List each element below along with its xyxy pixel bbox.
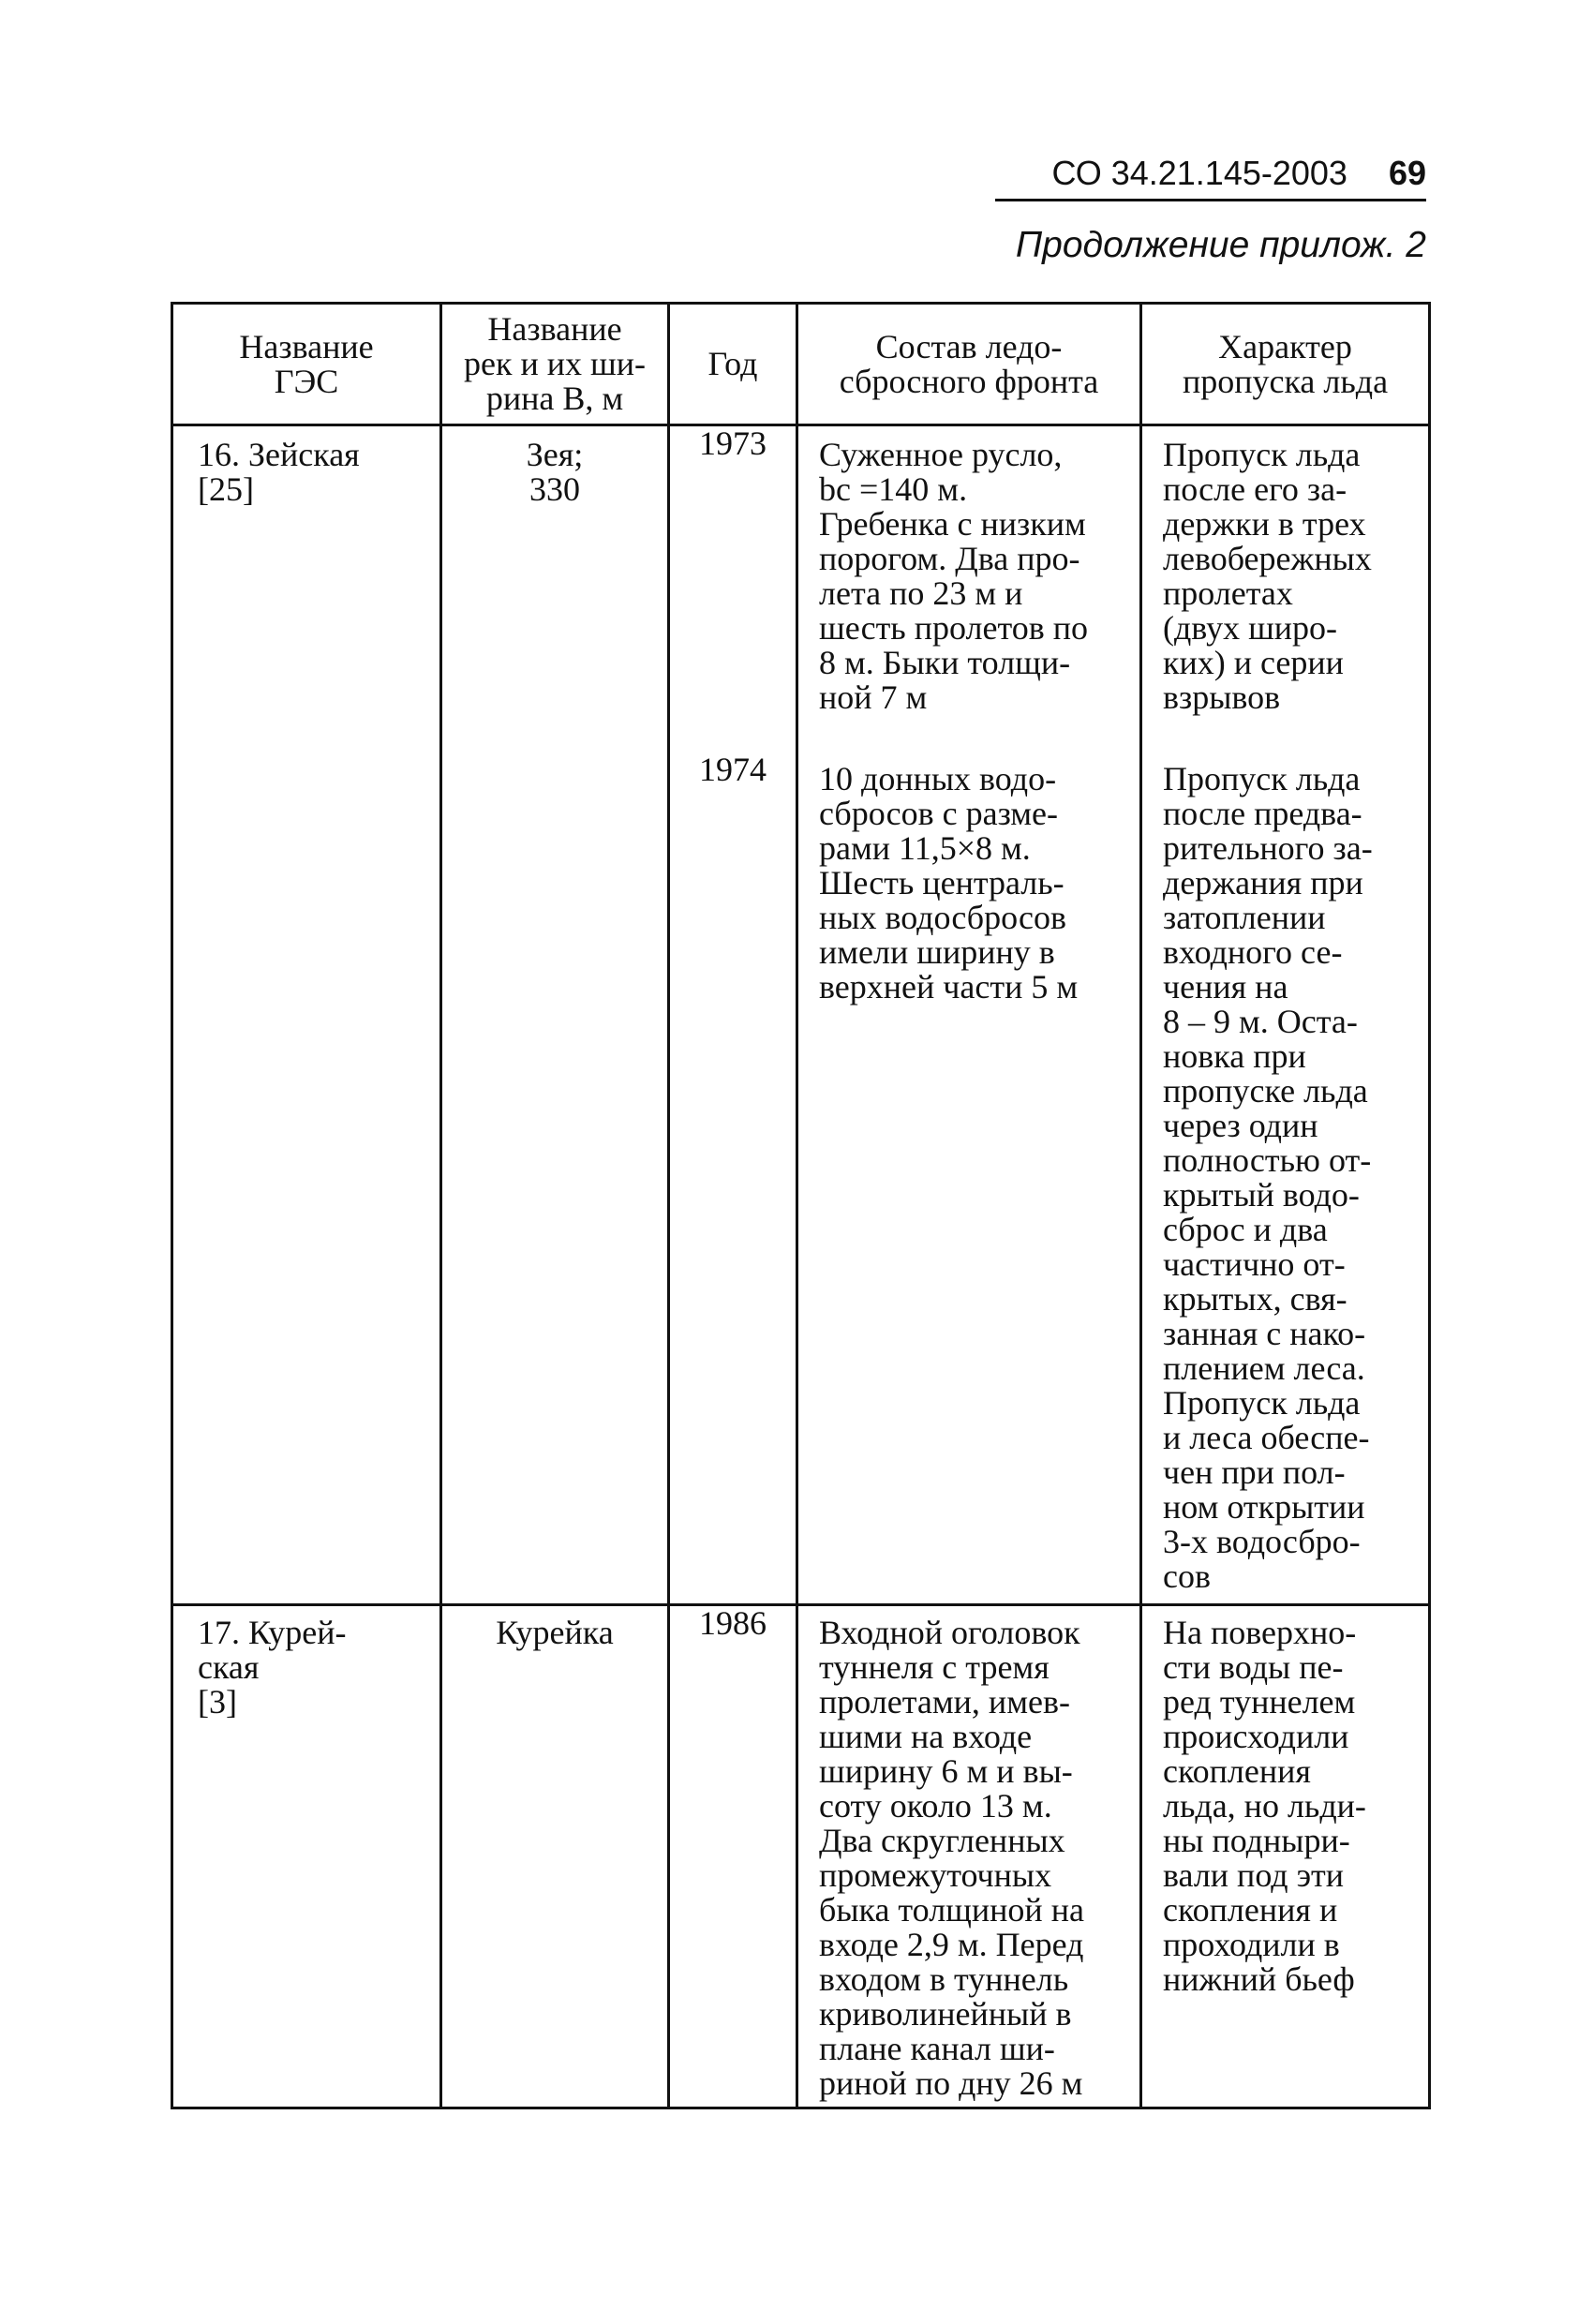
table-row	[172, 1605, 1430, 2108]
hydro-plants-ice-table	[171, 302, 1431, 2109]
column-header-ges-name: Название ГЭС	[172, 304, 441, 425]
column-header-ice-front-composition: Состав ледо- сбросного фронта	[797, 304, 1141, 425]
cell-composition: 10 донных водо- сбросов с разме- рами 11,5×8 м. Шесть централь- ных водосбросов имели ширину в верхней части 5 м	[797, 752, 1141, 1605]
cell-composition: Суженное русло, bс =140 м. Гребенка с низким порогом. Два про- лета по 23 м и шесть пролетов по 8 м. Быки толщи- ной 7 м	[797, 425, 1141, 753]
cell-year: 1974	[669, 752, 797, 1605]
cell-ges-name: 17. Курей- ская [3]	[172, 1605, 441, 2108]
cell-ice-passage: Пропуск льда после его за- держки в трех левобережных пролетах (двух широ- ких) и серии взрывов	[1141, 425, 1430, 753]
column-header-year: Год	[669, 304, 797, 425]
cell-year: 1986	[669, 1605, 797, 2108]
cell-year: 1973	[669, 425, 797, 753]
document-code: СО 34.21.145-2003	[1051, 154, 1347, 192]
table-header-row	[172, 304, 1430, 425]
page-number: 69	[1388, 154, 1426, 192]
cell-river: Зея; 330	[441, 425, 669, 753]
cell-ges-name: 16. Зейская [25]	[172, 425, 441, 753]
cell-river	[441, 752, 669, 1605]
cell-ges-name	[172, 752, 441, 1605]
cell-ice-passage: На поверхно- сти воды пе- ред туннелем происходили скопления льда, но льди- ны подныри- вали под эти скопления и проходили в нижний бьеф	[1141, 1605, 1430, 2108]
continuation-label: Продолжение прилож. 2	[1015, 225, 1426, 265]
column-header-river-width: Название рек и их ши- рина В, м	[441, 304, 669, 425]
table-row	[172, 425, 1430, 753]
table-row	[172, 752, 1430, 1605]
document-header	[995, 148, 1426, 201]
cell-ice-passage: Пропуск льда после предва- рительного за- держания при затоплении входного се- чения на 8 – 9 м. Оста- новка при пропуске льда через один полностью от- крытый водо- сброс и два частично от- крытых, свя- занная с нако- плением леса. Пропуск льда и леса обеспе- чен при пол- ном открытии 3-х водосбро- сов	[1141, 752, 1430, 1605]
cell-river: Курейка	[441, 1605, 669, 2108]
column-header-ice-passage-character: Характер пропуска льда	[1141, 304, 1430, 425]
cell-composition: Входной оголовок туннеля с тремя пролетами, имев- шими на входе ширину 6 м и вы- соту около 13 м. Два скругленных промежуточных быка толщиной на входе 2,9 м. Перед входом в туннель криволинейный в плане канал ши- риной по дну 26 м	[797, 1605, 1141, 2108]
